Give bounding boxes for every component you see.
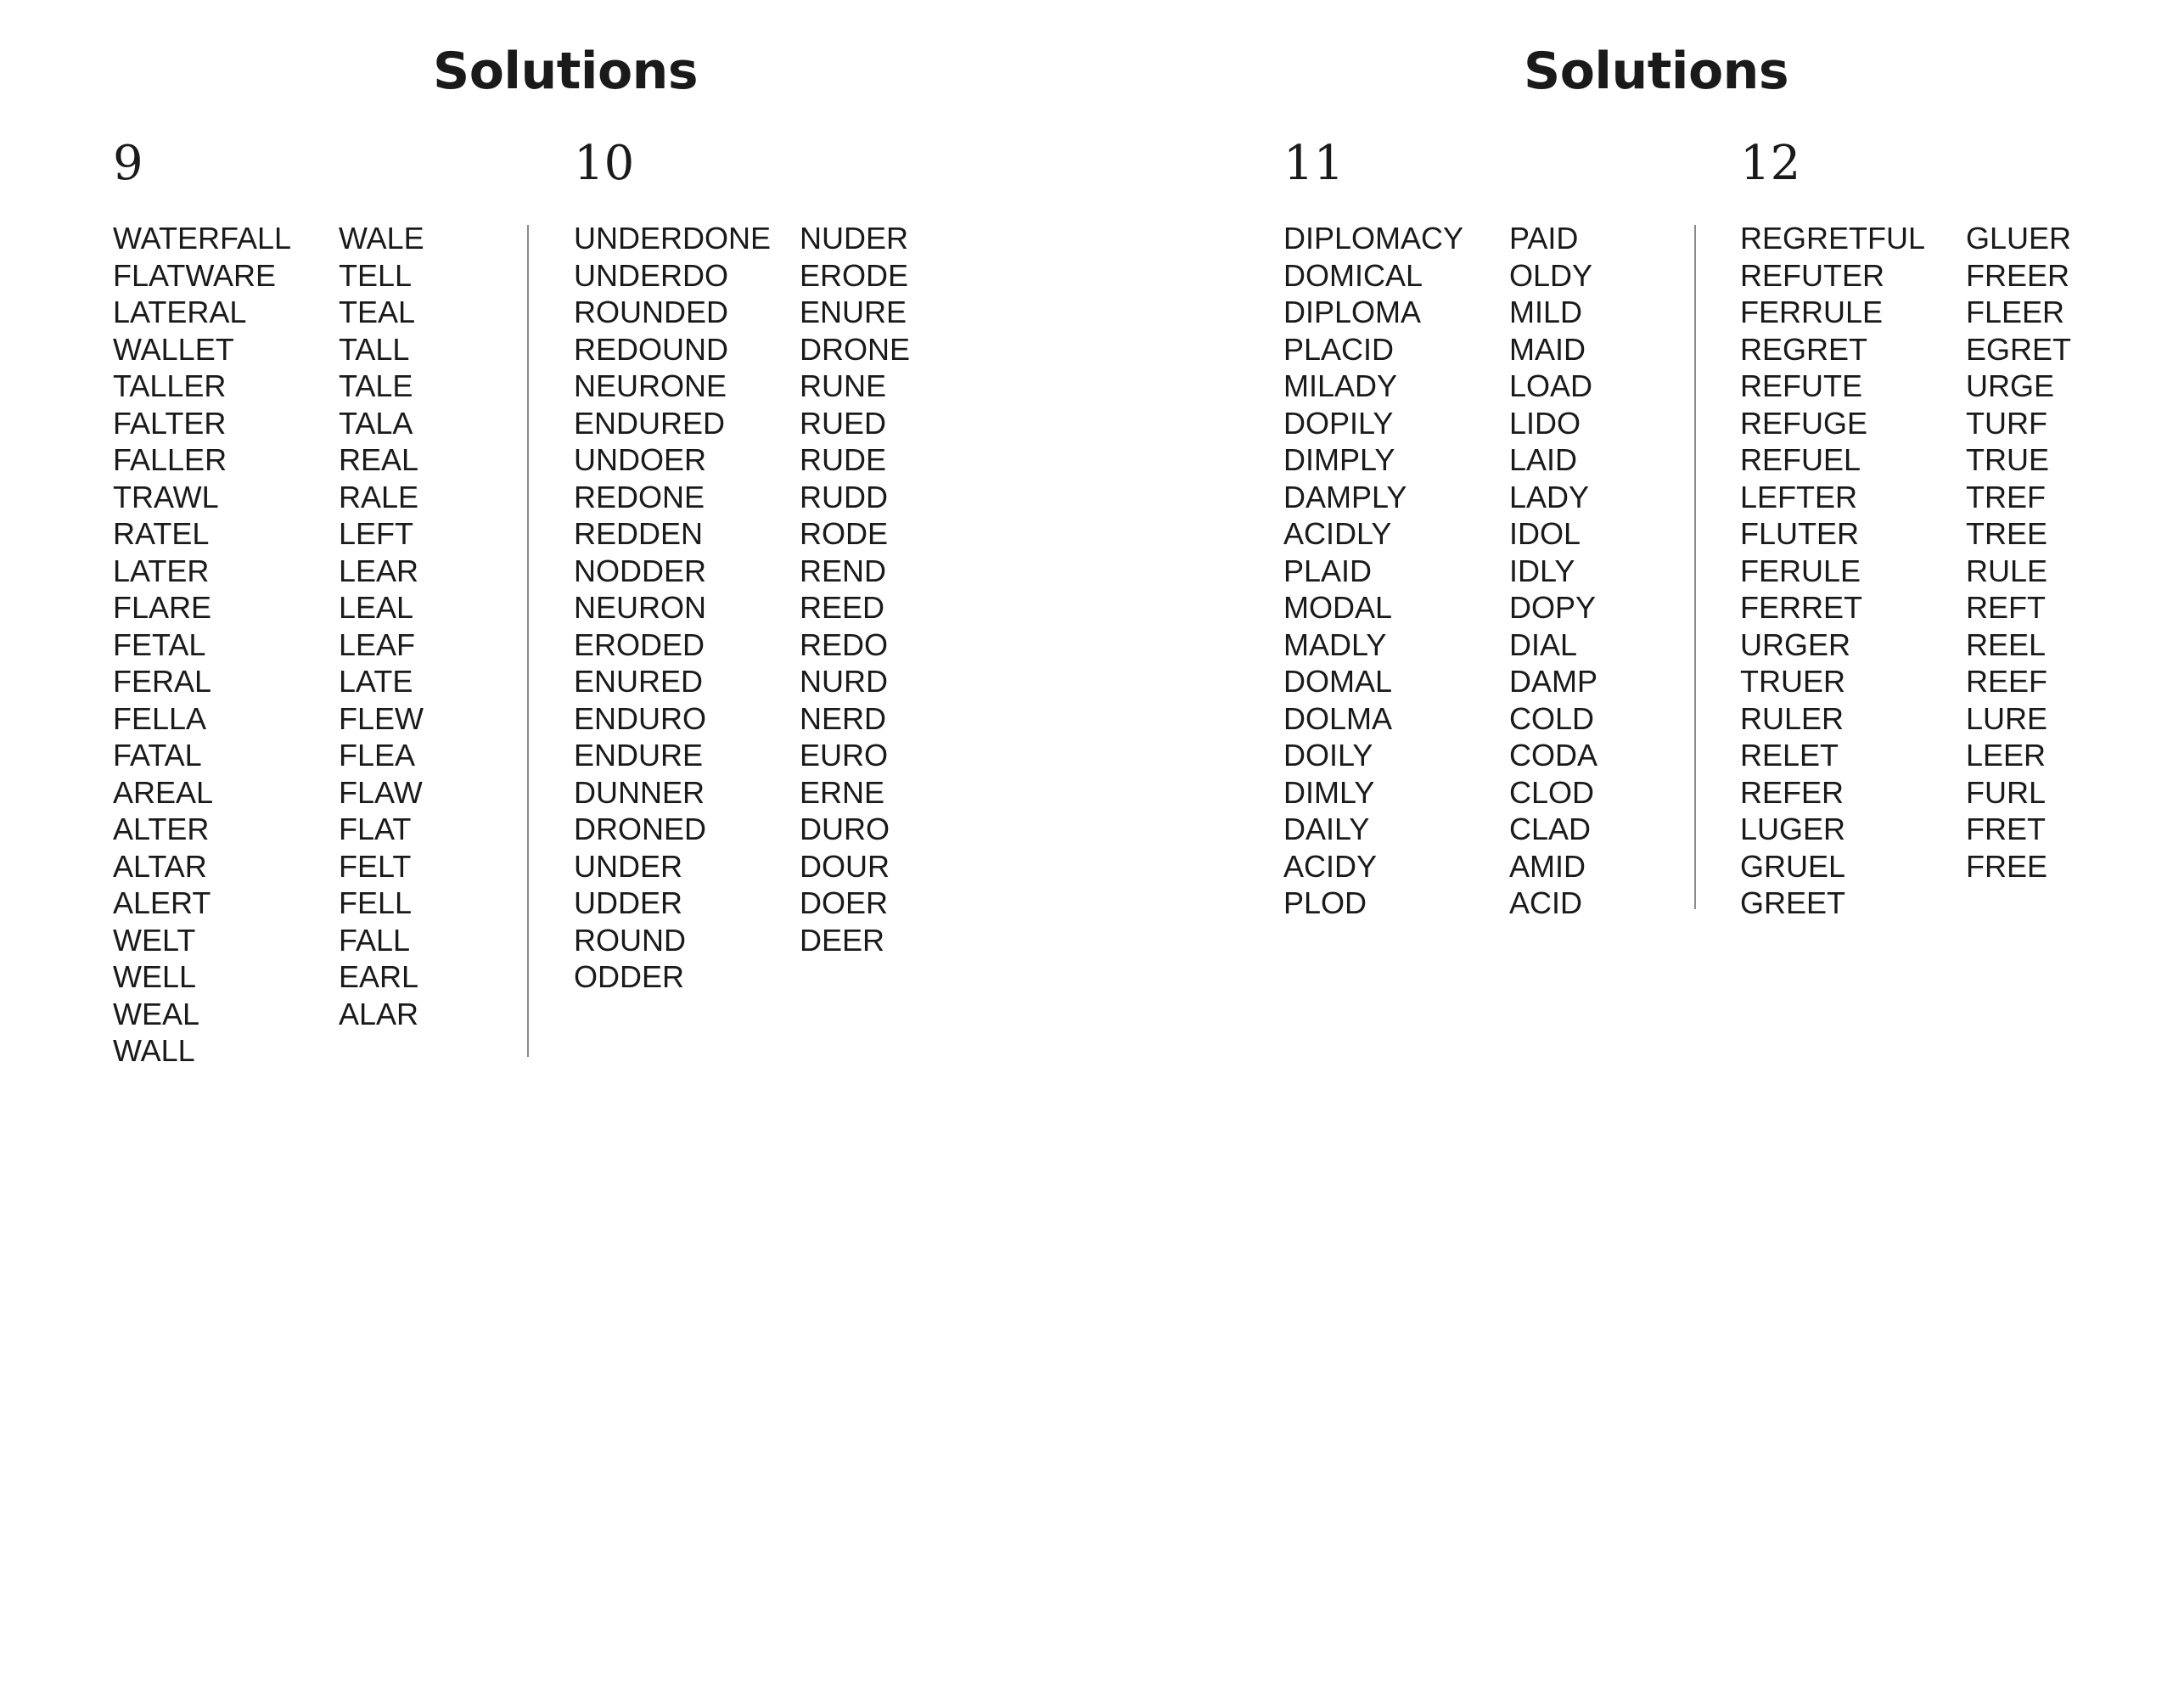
solution-word: DOILY xyxy=(1283,738,1373,773)
solution-word: FALTER xyxy=(113,405,227,441)
solution-word: FERRULE xyxy=(1740,295,1884,329)
solution-word: MADLY xyxy=(1283,626,1387,662)
solution-word: FELT xyxy=(339,848,412,884)
solution-word: WELL xyxy=(113,959,197,994)
solution-word: TALLER xyxy=(113,368,227,403)
solution-word: UNDER xyxy=(574,848,683,884)
solution-word: ENDURED xyxy=(574,405,726,441)
solution-word: ENURE xyxy=(800,295,907,329)
solution-word: OLDY xyxy=(1509,257,1593,293)
solution-word: NURD xyxy=(800,664,888,699)
solution-word: FRET xyxy=(1966,812,2046,846)
solution-word: COLD xyxy=(1509,700,1595,736)
solution-word: FERRET xyxy=(1740,590,1862,625)
solution-word: IDLY xyxy=(1509,553,1575,588)
solution-word: FERULE xyxy=(1740,553,1861,588)
solution-word: LEAF xyxy=(339,626,416,662)
solution-word: REGRET xyxy=(1740,331,1868,367)
solution-word: NEURONE xyxy=(574,368,727,403)
solution-word: REND xyxy=(800,553,887,588)
solution-word: DAMPLY xyxy=(1283,479,1407,514)
solution-word: PLACID xyxy=(1283,331,1395,367)
solution-word: TRAWL xyxy=(113,479,219,514)
solution-word: FREE xyxy=(1966,848,2048,884)
solution-word: ROUNDED xyxy=(574,295,729,329)
solution-word: REFUTER xyxy=(1740,257,1884,293)
solution-word: FURL xyxy=(1966,774,2047,810)
solution-word: FLAW xyxy=(339,774,423,810)
solution-word: ALTAR xyxy=(113,848,207,884)
solution-word: REFUEL xyxy=(1740,442,1861,477)
solution-word: ENDURE xyxy=(574,738,704,773)
solution-word: FLATWARE xyxy=(113,257,277,293)
solution-word: DIMLY xyxy=(1283,774,1375,810)
solution-word: UDDER xyxy=(574,885,683,920)
solution-word: LEFTER xyxy=(1740,479,1858,514)
solution-word: EURO xyxy=(800,738,889,773)
solution-word: LEER xyxy=(1966,738,2047,773)
solution-word: CODA xyxy=(1509,738,1598,773)
solution-word: FREER xyxy=(1966,257,2070,293)
solution-word: DAILY xyxy=(1283,812,1370,846)
solution-word: REED xyxy=(800,590,885,625)
solution-word: DIAL xyxy=(1509,626,1578,662)
puzzle-12-words-col1 xyxy=(1740,220,1925,922)
solution-word: RALE xyxy=(339,479,419,514)
solution-word: REFT xyxy=(1966,590,2046,625)
solution-word: FLEER xyxy=(1966,295,2065,329)
solution-word: LAID xyxy=(1509,442,1578,477)
solution-word: PLAID xyxy=(1283,553,1373,588)
column-divider xyxy=(527,225,529,1057)
solution-word: LEAL xyxy=(339,590,414,625)
solution-word: TEAL xyxy=(339,295,416,329)
solution-word: REFUTE xyxy=(1740,368,1862,403)
solution-word: DIMPLY xyxy=(1283,442,1395,477)
puzzle-number-12: 12 xyxy=(1740,136,1801,191)
puzzle-number-11: 11 xyxy=(1283,136,1345,191)
solution-word: FALL xyxy=(339,922,411,958)
solution-word: DRONED xyxy=(574,812,707,846)
solution-word: FLARE xyxy=(113,590,212,625)
solution-word: DOPY xyxy=(1509,590,1597,625)
solution-word: LADY xyxy=(1509,479,1590,514)
solution-word: CLAD xyxy=(1509,812,1592,846)
solution-word: RULE xyxy=(1966,553,2048,588)
solution-word: LATE xyxy=(339,664,413,699)
solution-word: LEAR xyxy=(339,553,419,588)
solution-word: PLOD xyxy=(1283,885,1367,920)
solution-word: UNDERDO xyxy=(574,257,729,293)
solution-word: ACID xyxy=(1509,885,1583,920)
solution-word: DAMP xyxy=(1509,664,1598,699)
solution-word: ODDER xyxy=(574,959,685,994)
solution-word: URGE xyxy=(1966,368,2055,403)
solution-word: ENDURO xyxy=(574,700,707,736)
solution-word: ENURED xyxy=(574,664,704,699)
solution-word: FLEW xyxy=(339,700,424,736)
solution-word: FATAL xyxy=(113,738,202,773)
solution-word: REDO xyxy=(800,626,889,662)
solution-word: ERODE xyxy=(800,257,909,293)
solution-word: DOMAL xyxy=(1283,664,1393,699)
solution-word: REFER xyxy=(1740,774,1845,810)
solution-word: WALL xyxy=(113,1033,195,1068)
solution-word: URGER xyxy=(1740,626,1851,662)
solution-word: WALE xyxy=(339,221,424,256)
puzzle-number-9: 9 xyxy=(113,136,143,191)
solution-word: FERAL xyxy=(113,664,212,699)
puzzle-10-words-col2 xyxy=(800,220,910,958)
solution-word: EARL xyxy=(339,959,419,994)
solution-word: REEL xyxy=(1966,626,2047,662)
puzzle-9-words-col1 xyxy=(113,220,291,1070)
solution-word: DIPLOMA xyxy=(1283,295,1422,329)
solution-word: ACIDY xyxy=(1283,848,1378,884)
solution-word: IDOL xyxy=(1509,516,1581,551)
solution-word: ALAR xyxy=(339,996,419,1031)
solution-word: FELLA xyxy=(113,700,207,736)
solution-word: UNDERDONE xyxy=(574,221,772,256)
puzzle-10-words-col1 xyxy=(574,220,771,996)
solution-word: FLUTER xyxy=(1740,516,1860,551)
solution-word: REAL xyxy=(339,442,419,477)
solution-word: LUGER xyxy=(1740,812,1846,846)
solution-word: REFUGE xyxy=(1740,405,1868,441)
solution-word: RATEL xyxy=(113,516,210,551)
solution-word: GREET xyxy=(1740,885,1846,920)
solution-word: WALLET xyxy=(113,331,234,367)
solution-word: RUDD xyxy=(800,479,888,514)
solution-word: LURE xyxy=(1966,700,2048,736)
solution-word: REDONE xyxy=(574,479,705,514)
solution-word: WELT xyxy=(113,922,196,958)
page-title-left: Solutions xyxy=(433,42,699,101)
solution-word: ALERT xyxy=(113,885,211,920)
puzzle-11-words-col1 xyxy=(1283,220,1463,922)
solution-word: MILADY xyxy=(1283,368,1398,403)
solution-word: REGRETFUL xyxy=(1740,221,1926,256)
solution-word: RUNE xyxy=(800,368,887,403)
solution-word: NEURON xyxy=(574,590,707,625)
puzzle-number-10: 10 xyxy=(574,136,635,191)
solution-word: EGRET xyxy=(1966,331,2072,367)
solution-word: REEF xyxy=(1966,664,2048,699)
solution-word: GRUEL xyxy=(1740,848,1846,884)
solution-word: REDDEN xyxy=(574,516,704,551)
solution-word: FLEA xyxy=(339,738,416,773)
solution-word: WEAL xyxy=(113,996,200,1031)
solution-word: FLAT xyxy=(339,812,412,846)
solution-word: RODE xyxy=(800,516,889,551)
solution-word: DOPILY xyxy=(1283,405,1394,441)
solution-word: ACIDLY xyxy=(1283,516,1392,551)
solution-word: FETAL xyxy=(113,626,206,662)
solution-word: TALA xyxy=(339,405,413,441)
solution-word: REDOUND xyxy=(574,331,729,367)
solution-word: FELL xyxy=(339,885,413,920)
solution-word: MILD xyxy=(1509,295,1583,329)
solution-word: MODAL xyxy=(1283,590,1393,625)
solution-word: LIDO xyxy=(1509,405,1581,441)
solution-word: GLUER xyxy=(1966,221,2072,256)
solution-word: DRONE xyxy=(800,331,911,367)
puzzle-9-words-col2 xyxy=(339,220,424,1032)
solution-word: DUNNER xyxy=(574,774,705,810)
solution-word: RUED xyxy=(800,405,887,441)
puzzle-12-words-col2 xyxy=(1966,220,2071,885)
solution-word: DEER xyxy=(800,922,885,958)
solution-word: AREAL xyxy=(113,774,214,810)
solution-word: NERD xyxy=(800,700,887,736)
solution-word: RUDE xyxy=(800,442,887,477)
solution-word: ERODED xyxy=(574,626,705,662)
solution-word: DOMICAL xyxy=(1283,257,1423,293)
solution-word: UNDOER xyxy=(574,442,707,477)
solution-word: AMID xyxy=(1509,848,1586,884)
solution-word: DOUR xyxy=(800,848,890,884)
solution-word: CLOD xyxy=(1509,774,1595,810)
solution-word: TURF xyxy=(1966,405,2047,441)
solution-word: LEFT xyxy=(339,516,414,551)
solution-word: TALL xyxy=(339,331,410,367)
solution-word: MAID xyxy=(1509,331,1586,367)
solution-word: DIPLOMACY xyxy=(1283,221,1464,256)
solution-word: WATERFALL xyxy=(113,221,292,256)
solution-word: LOAD xyxy=(1509,368,1593,403)
solution-word: TREF xyxy=(1966,479,2046,514)
column-divider xyxy=(1694,225,1696,909)
puzzle-11-words-col2 xyxy=(1509,220,1597,922)
solution-word: DOLMA xyxy=(1283,700,1393,736)
solution-word: ALTER xyxy=(113,812,210,846)
solution-word: TRUER xyxy=(1740,664,1845,699)
solution-word: DOER xyxy=(800,885,889,920)
solution-word: FALLER xyxy=(113,442,227,477)
page-title-right: Solutions xyxy=(1524,42,1789,101)
solution-word: LATER xyxy=(113,553,210,588)
solution-word: DURO xyxy=(800,812,890,846)
solution-word: RELET xyxy=(1740,738,1839,773)
solution-word: LATERAL xyxy=(113,295,247,329)
solution-word: TALE xyxy=(339,368,413,403)
solution-word: PAID xyxy=(1509,221,1579,256)
solution-word: TREE xyxy=(1966,516,2048,551)
solution-word: TELL xyxy=(339,257,413,293)
solution-word: ROUND xyxy=(574,922,686,958)
solution-word: NUDER xyxy=(800,221,909,256)
solution-word: ERNE xyxy=(800,774,885,810)
solution-word: NODDER xyxy=(574,553,707,588)
solution-word: RULER xyxy=(1740,700,1845,736)
solution-word: TRUE xyxy=(1966,442,2049,477)
